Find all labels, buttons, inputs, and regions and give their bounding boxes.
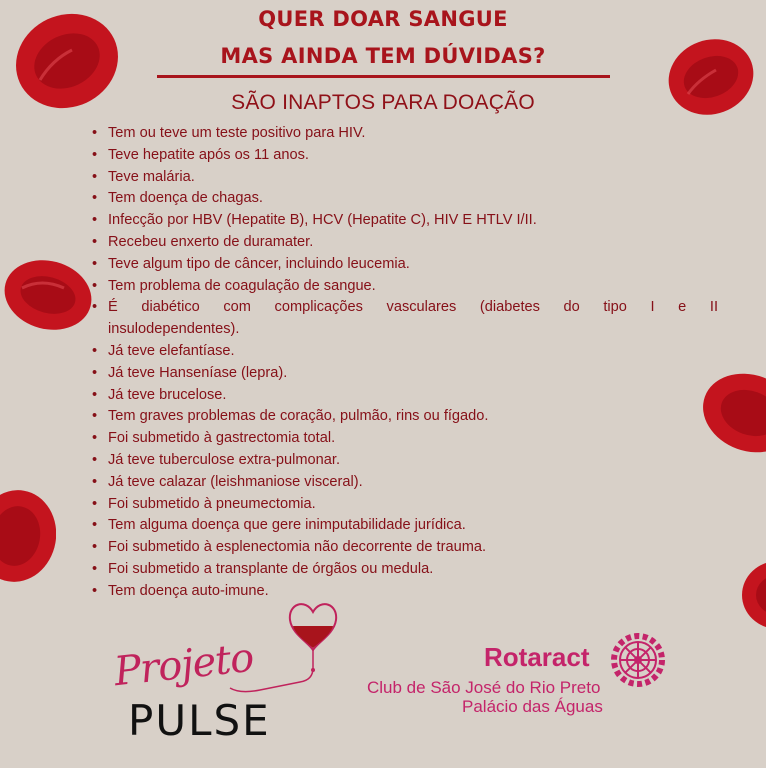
projeto-logo-text: Projeto: [111, 634, 256, 696]
ineligibility-list: [92, 123, 718, 603]
list-item: • Já teve elefantíase.: [92, 341, 718, 363]
pulse-logo-text: PULSE: [128, 696, 271, 745]
list-item: • Já teve brucelose.: [92, 385, 718, 407]
list-item: • Recebeu enxerto de duramater.: [92, 232, 718, 254]
title-divider: [157, 75, 610, 78]
list-item-continuation: insulodependentes).: [108, 321, 240, 338]
list-item: • Infecção por HBV (Hepatite B), HCV (Hepatite C), HIV E HTLV I/II.: [92, 210, 718, 232]
list-item: • Foi submetido a transplante de órgãos ou medula.: [92, 559, 718, 581]
club-name-line-1: Club de São José do Rio Preto: [367, 678, 601, 697]
list-item: • Foi submetido à gastrectomia total.: [92, 428, 718, 450]
list-item: [92, 297, 718, 341]
list-item-text: É diabético com complicações vasculares (diabetes do tipo I e II: [108, 299, 718, 316]
list-item: • Já teve tuberculose extra-pulmonar.: [92, 450, 718, 472]
blood-cell-icon: [0, 488, 56, 584]
club-name-line-2: Palácio das Águas: [462, 697, 603, 716]
title-line-1: QUER DOAR SANGUE: [258, 7, 508, 31]
blood-cell-icon: [740, 560, 766, 630]
list-item: • Tem graves problemas de coração, pulmão, rins ou fígado.: [92, 406, 718, 428]
list-item: • Teve hepatite após os 11 anos.: [92, 145, 718, 167]
list-item: • Tem problema de coagulação de sangue.: [92, 276, 718, 298]
list-item: • Já teve Hanseníase (lepra).: [92, 363, 718, 385]
list-item: • Já teve calazar (leishmaniose visceral).: [92, 472, 718, 494]
list-item: • Teve algum tipo de câncer, incluindo leucemia.: [92, 254, 718, 276]
list-item: • Tem ou teve um teste positivo para HIV.: [92, 123, 718, 145]
list-item: • Teve malária.: [92, 167, 718, 189]
blood-cell-icon: [2, 258, 94, 332]
rotaract-logo-text: Rotaract: [484, 642, 590, 672]
list-item: • Tem alguma doença que gere inimputabilidade jurídica.: [92, 515, 718, 537]
title-line-2: MAS AINDA TEM DÚVIDAS?: [220, 44, 546, 68]
list-item: • Foi submetido à esplenectomia não decorrente de trauma.: [92, 537, 718, 559]
list-item: • Tem doença de chagas.: [92, 188, 718, 210]
list-item: • Foi submetido à pneumectomia.: [92, 494, 718, 516]
list-item: • Tem doença auto-imune.: [92, 581, 718, 603]
subtitle: SÃO INAPTOS PARA DOAÇÃO: [231, 91, 535, 114]
rotary-wheel-icon: [608, 630, 668, 690]
